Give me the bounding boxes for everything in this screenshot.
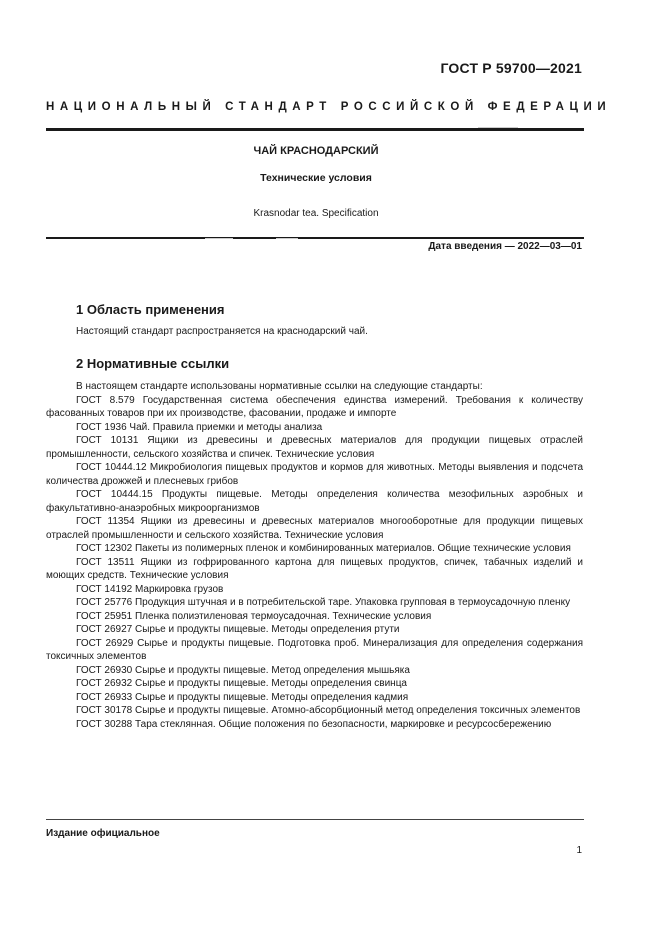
scan-artifact: [276, 238, 298, 239]
footer-divider: [46, 819, 584, 820]
header-divider: [46, 128, 584, 131]
reference-item: ГОСТ 26932 Сырье и продукты пищевые. Методы определения свинца: [76, 678, 407, 689]
scan-artifact: [205, 238, 233, 239]
edition-label: Издание официальное: [46, 828, 160, 839]
reference-item: ГОСТ 26927 Сырье и продукты пищевые. Методы определения ртути: [76, 624, 400, 635]
national-standard-heading: НАЦИОНАЛЬНЫЙ СТАНДАРТ РОССИЙСКОЙ ФЕДЕРАЦИИ: [46, 101, 612, 113]
section-heading-references: 2 Нормативные ссылки: [76, 356, 230, 371]
references-list: [46, 380, 583, 731]
references-lead: В настоящем стандарте использованы нормативные ссылки на следующие стандарты:: [76, 381, 483, 392]
document-subtitle: Технические условия: [260, 172, 372, 184]
scope-paragraph: Настоящий стандарт распространяется на краснодарский чай.: [76, 326, 368, 337]
reference-item: ГОСТ 10131 Ящики из древесины и древесных материалов для продукции пищевых отраслей промышленности, сельского хозяйства и спичек. Технические условия: [46, 435, 583, 460]
reference-item: ГОСТ 25951 Пленка полиэтиленовая термоусадочная. Технические условия: [76, 610, 432, 622]
reference-item: ГОСТ 1936 Чай. Правила приемки и методы анализа: [76, 421, 323, 433]
gost-code: ГОСТ Р 59700—2021: [440, 60, 582, 76]
introduction-date: Дата введения — 2022—03—01: [428, 241, 582, 252]
reference-item: ГОСТ 25776 Продукция штучная и в потребительской таре. Упаковка групповая в термоусадочную пленку: [76, 597, 571, 608]
reference-item: ГОСТ 26929 Сырье и продукты пищевые. Подготовка проб. Минерализация для определения содержания токсичных элементов: [46, 637, 583, 662]
reference-item: ГОСТ 10444.15 Продукты пищевые. Методы определения количества мезофильных аэробных и факультативно-анаэробных микроорганизмов: [46, 489, 583, 514]
document-title: ЧАЙ КРАСНОДАРСКИЙ: [253, 145, 379, 157]
reference-item: ГОСТ 10444.12 Микробиология пищевых продуктов и кормов для животных. Методы выявления и подсчета количества дрожжей и плесневых грибов: [46, 462, 583, 487]
reference-item: ГОСТ 13511 Ящики из гофрированного картона для пищевых продуктов, спичек, табачных изделий и моющих средств. Технические условия: [46, 556, 583, 581]
reference-item: ГОСТ 14192 Маркировка грузов: [76, 583, 224, 595]
reference-item: ГОСТ 30288 Тара стеклянная. Общие положения по безопасности, маркировке и ресурсосбережению: [76, 718, 552, 730]
page-number: 1: [576, 845, 582, 856]
reference-item: ГОСТ 12302 Пакеты из полимерных пленок и комбинированных материалов. Общие технические условия: [76, 543, 571, 554]
title-divider: [46, 237, 584, 239]
reference-item: ГОСТ 26933 Сырье и продукты пищевые. Методы определения кадмия: [76, 691, 409, 703]
scan-artifact: [478, 127, 518, 128]
reference-item: ГОСТ 11354 Ящики из древесины и древесных материалов многооборотные для продукции пищевых отраслей промышленности и сельского хозяйства. Технические условия: [46, 516, 583, 541]
reference-item: ГОСТ 30178 Сырье и продукты пищевые. Атомно-абсорбционный метод определения токсичных элементов: [76, 705, 581, 716]
english-title: Krasnodar tea. Specification: [253, 208, 379, 219]
reference-item: ГОСТ 8.579 Государственная система обеспечения единства измерений. Требования к количеству фасованных товаров при их производстве, фасовании, продаже и импорте: [46, 394, 583, 419]
section-heading-scope: 1 Область применения: [76, 302, 225, 317]
reference-item: ГОСТ 26930 Сырье и продукты пищевые. Метод определения мышьяка: [76, 664, 410, 676]
